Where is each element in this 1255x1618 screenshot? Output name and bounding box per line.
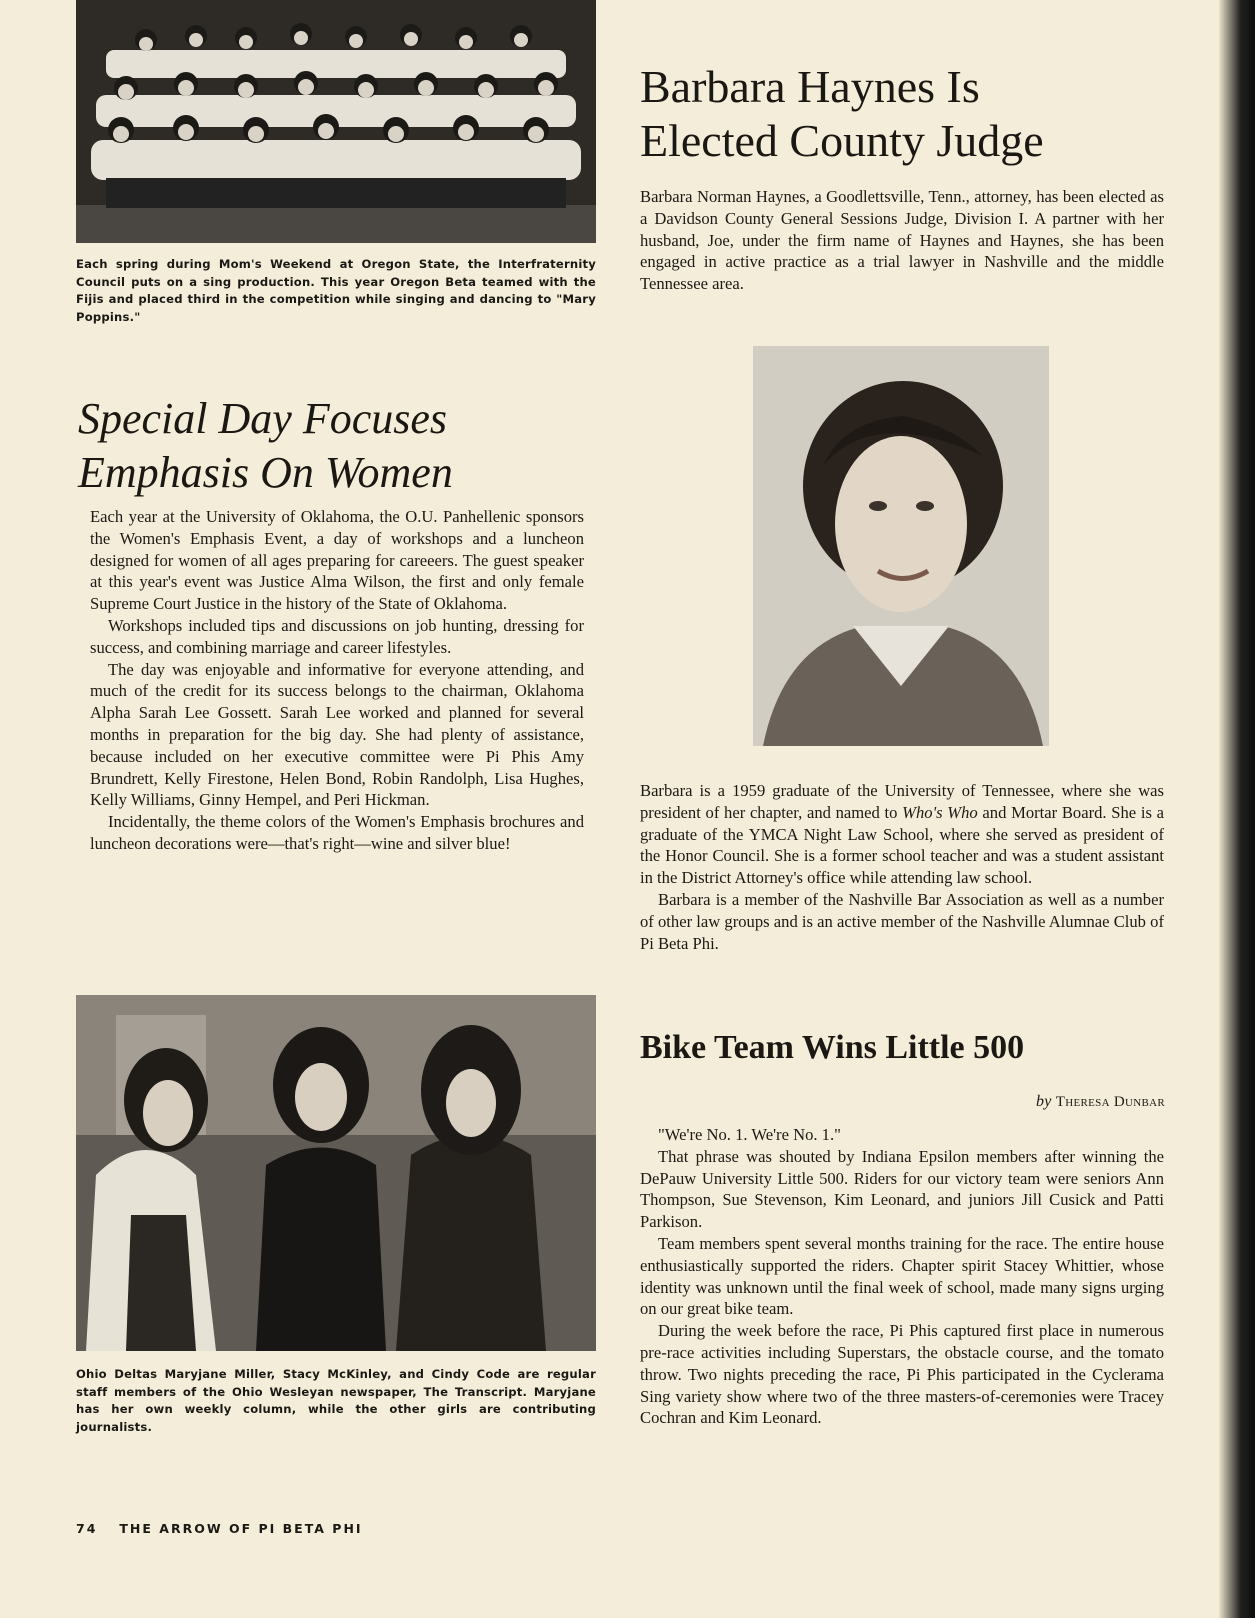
sing-photo-caption: Each spring during Mom's Weekend at Oregon State, the Interfraternity Council puts on a sing production. This year Oregon Beta teamed with the Fijis and placed third in the competition while singing and dancing to "Mary Poppins." — [76, 257, 596, 324]
byline-author: Theresa Dunbar — [1055, 1094, 1165, 1110]
ohio-deltas-photo — [76, 995, 596, 1351]
special-day-para-1: Each year at the University of Oklahoma, the O.U. Panhellenic sponsors the Women's Emphasis Event, a day of workshops and a luncheon designed for women of all ages preparing for careeers. The guest speaker at this year's event was Justice Alma Wilson, the first and only female Supreme Court Justice in the history of the State of Oklahoma. — [90, 507, 584, 614]
bike-team-body — [640, 1124, 1164, 1429]
judge-headline — [640, 60, 1200, 168]
special-day-body — [90, 506, 584, 855]
byline-by: by — [1036, 1093, 1052, 1110]
bike-para-4: During the week before the race, Pi Phis captured first place in numerous pre-race activities including Superstars, the obstacle course, and the tomato throw. Two nights preceding the race, Pi Phis participated in the Cyclerama Sing variety show where two of the three masters-of-ceremonies were Tracey Cochran and Kim Leonard. — [640, 1321, 1164, 1428]
special-day-headline — [78, 392, 618, 500]
judge-para-1-italic: Who's Who — [902, 802, 978, 822]
judge-para-1-part2: and Mortar Board. She is a graduate of the YMCA Night Law School, where she served as president of the Honor Council. She is a former school teacher and was a student assistant in the District Attorney's office while attending law school. — [640, 802, 1164, 888]
sing-production-photo — [76, 0, 596, 243]
bike-team-headline: Bike Team Wins Little 500 — [640, 1029, 1025, 1066]
judge-intro-para: Barbara Norman Haynes, a Goodlettsville, Tenn., attorney, has been elected as a Davidson County General Sessions Judge, Division I. A partner with her husband, Joe, under the firm name of Haynes and Haynes, she has been engaged in active practice as a trial lawyer in Nashville and the middle Tennessee area. — [640, 187, 1164, 294]
barbara-haynes-portrait — [753, 346, 1049, 746]
judge-body-para-1 — [640, 780, 1164, 889]
ohio-deltas-caption: Ohio Deltas Maryjane Miller, Stacy McKinley, and Cindy Code are regular staff members of the Ohio Wesleyan newspaper, The Transcript. Maryjane has her own weekly column, while the other girls are contributing journalists. — [76, 1367, 596, 1434]
special-day-para-4: Incidentally, the theme colors of the Women's Emphasis brochures and luncheon decorations were—that's right—wine and silver blue! — [90, 812, 584, 853]
bike-para-3: Team members spent several months training for the race. The entire house enthusiastically supported the riders. Chapter spirit Stacey Whittier, whose identity was unknown until the final week of school, made many signs urging on our great bike team. — [640, 1233, 1164, 1319]
judge-headline-line2: Elected County Judge — [640, 115, 1044, 166]
judge-body — [640, 780, 1164, 954]
judge-headline-line1: Barbara Haynes Is — [640, 61, 980, 112]
bike-byline — [900, 1093, 1165, 1111]
bike-para-2: That phrase was shouted by Indiana Epsilon members after winning the DePauw University Little 500. Riders for our victory team were seniors Ann Thompson, Sue Stevenson, Kim Leonard, and juniors Jill Cusick and Patti Parkison. — [640, 1146, 1164, 1232]
judge-body-para-2: Barbara is a member of the Nashville Bar Association as well as a number of other law groups and is an active member of the Nashville Alumnae Club of Pi Beta Phi. — [640, 889, 1164, 953]
special-day-para-2: Workshops included tips and discussions on job hunting, dressing for success, and combining marriage and career lifestyles. — [90, 615, 584, 657]
judge-para-1-part1: Barbara is a 1959 graduate of the University of Tennessee, where she was president of her chapter, and named to — [640, 781, 1164, 822]
publication-title: THE ARROW OF PI BETA PHI — [119, 1521, 363, 1536]
page-number: 74 — [76, 1521, 98, 1536]
judge-intro — [640, 186, 1164, 295]
bike-para-1: "We're No. 1. We're No. 1." — [658, 1125, 841, 1144]
special-day-para-3: The day was enjoyable and informative for everyone attending, and much of the credit for its success belongs to the chairman, Oklahoma Alpha Sarah Lee Gossett. Sarah Lee worked and planned for several months in preparation for the big day. She had plenty of assistance, because included on her executive committee were Pi Phis Amy Brundrett, Kelly Firestone, Helen Bond, Robin Randolph, Lisa Hughes, Kelly Williams, Ginny Hempel, and Peri Hickman. — [90, 659, 584, 810]
special-day-headline-line2: Emphasis On Women — [78, 448, 453, 497]
page-footer — [76, 1521, 385, 1536]
page-edge — [1219, 0, 1255, 1618]
special-day-headline-line1: Special Day Focuses — [78, 394, 447, 443]
